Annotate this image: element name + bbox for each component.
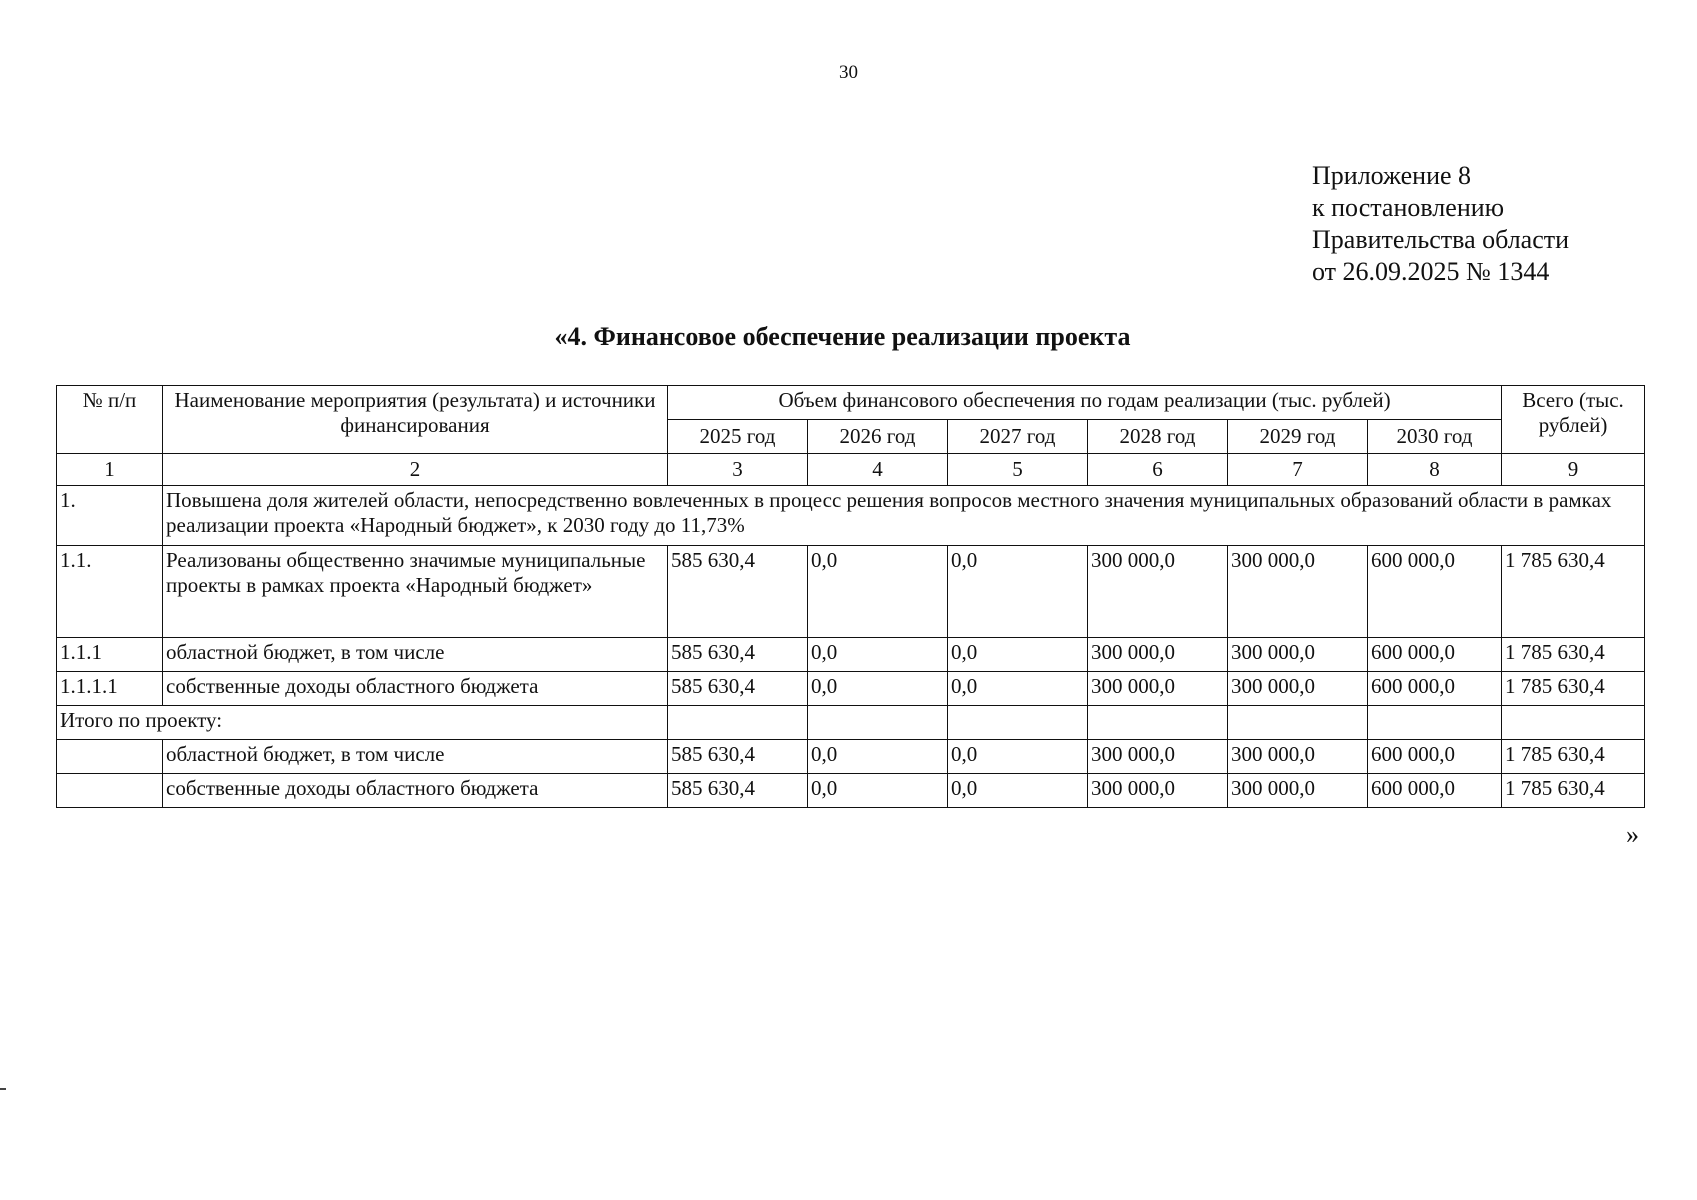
value-cell: 1 785 630,4 (1502, 774, 1645, 808)
value-cell: 0,0 (948, 740, 1088, 774)
value-cell: 0,0 (948, 672, 1088, 706)
value-cell: 300 000,0 (1228, 672, 1368, 706)
document-title: «4. Финансовое обеспечение реализации проекта (554, 322, 1131, 351)
value-cell: 600 000,0 (1368, 774, 1502, 808)
column-number: 6 (1088, 454, 1228, 486)
value-cell: 300 000,0 (1088, 546, 1228, 638)
column-number: 2 (163, 454, 668, 486)
value-cell: 0,0 (808, 672, 948, 706)
row-name: областной бюджет, в том числе (163, 740, 668, 774)
value-cell: 0,0 (808, 774, 948, 808)
column-number: 9 (1502, 454, 1645, 486)
column-number: 7 (1228, 454, 1368, 486)
row-num: 1.1.1 (57, 638, 163, 672)
table-row (57, 672, 1645, 706)
appendix-line: Правительства области (1312, 225, 1570, 254)
value-cell: 600 000,0 (1368, 672, 1502, 706)
row-name: собственные доходы областного бюджета (163, 672, 668, 706)
value-cell: 300 000,0 (1088, 672, 1228, 706)
value-cell: 585 630,4 (668, 546, 808, 638)
value-cell: 0,0 (948, 638, 1088, 672)
closing-quote: » (1626, 820, 1639, 849)
empty-cell (1228, 706, 1368, 740)
value-cell: 300 000,0 (1228, 638, 1368, 672)
header-year: 2026 год (808, 420, 948, 454)
header-total: Всего (тыс. рублей) (1502, 386, 1645, 454)
section-text: Повышена доля жителей области, непосредственно вовлеченных в процесс решения вопросов местного значения муниципальных образований области в рамках реализации проекта «Народный бюджет», к 2030 году до 11,73% (163, 486, 1645, 546)
empty-cell (57, 774, 163, 808)
column-number: 4 (808, 454, 948, 486)
column-numbers-row (57, 454, 1645, 486)
header-year: 2025 год (668, 420, 808, 454)
header-num: № п/п (57, 386, 163, 454)
table-row (57, 638, 1645, 672)
row-num: 1.1.1.1 (57, 672, 163, 706)
header-year: 2028 год (1088, 420, 1228, 454)
row-num: 1.1. (57, 546, 163, 638)
header-name: Наименование мероприятия (результата) и источники финансирования (163, 386, 668, 454)
page-number: 30 (839, 62, 858, 83)
header-volume: Объем финансового обеспечения по годам реализации (тыс. рублей) (668, 386, 1502, 420)
empty-cell (57, 740, 163, 774)
value-cell: 300 000,0 (1228, 740, 1368, 774)
column-number: 5 (948, 454, 1088, 486)
empty-cell (1502, 706, 1645, 740)
row-name: областной бюджет, в том числе (163, 638, 668, 672)
empty-cell (808, 706, 948, 740)
empty-cell (1368, 706, 1502, 740)
total-label-row (57, 706, 1645, 740)
table-row (57, 774, 1645, 808)
table-body (57, 386, 1645, 808)
margin-mark (0, 1088, 6, 1090)
value-cell: 600 000,0 (1368, 546, 1502, 638)
column-number: 8 (1368, 454, 1502, 486)
section-num: 1. (57, 486, 163, 546)
empty-cell (1088, 706, 1228, 740)
row-name: собственные доходы областного бюджета (163, 774, 668, 808)
value-cell: 1 785 630,4 (1502, 672, 1645, 706)
column-number: 1 (57, 454, 163, 486)
value-cell: 1 785 630,4 (1502, 546, 1645, 638)
financing-table (56, 385, 1645, 808)
value-cell: 1 785 630,4 (1502, 740, 1645, 774)
row-name: Реализованы общественно значимые муниципальные проекты в рамках проекта «Народный бюджет» (163, 546, 668, 638)
value-cell: 300 000,0 (1228, 774, 1368, 808)
header-year: 2029 год (1228, 420, 1368, 454)
value-cell: 600 000,0 (1368, 638, 1502, 672)
value-cell: 585 630,4 (668, 638, 808, 672)
table-row (57, 546, 1645, 638)
value-cell: 1 785 630,4 (1502, 638, 1645, 672)
value-cell: 0,0 (808, 740, 948, 774)
column-number: 3 (668, 454, 808, 486)
value-cell: 300 000,0 (1228, 546, 1368, 638)
value-cell: 0,0 (808, 638, 948, 672)
appendix-line: от 26.09.2025 № 1344 (1312, 257, 1550, 286)
header-year: 2027 год (948, 420, 1088, 454)
value-cell: 600 000,0 (1368, 740, 1502, 774)
empty-cell (668, 706, 808, 740)
header-year: 2030 год (1368, 420, 1502, 454)
value-cell: 300 000,0 (1088, 740, 1228, 774)
value-cell: 0,0 (948, 774, 1088, 808)
appendix-line: к постановлению (1312, 193, 1505, 222)
appendix-block (1312, 160, 1569, 288)
header-row (57, 386, 1645, 420)
table-row (57, 740, 1645, 774)
value-cell: 0,0 (948, 546, 1088, 638)
value-cell: 585 630,4 (668, 774, 808, 808)
value-cell: 300 000,0 (1088, 638, 1228, 672)
value-cell: 585 630,4 (668, 740, 808, 774)
section-row (57, 486, 1645, 546)
value-cell: 585 630,4 (668, 672, 808, 706)
empty-cell (948, 706, 1088, 740)
value-cell: 300 000,0 (1088, 774, 1228, 808)
appendix-line: Приложение 8 (1312, 161, 1472, 190)
total-label: Итого по проекту: (57, 706, 668, 740)
value-cell: 0,0 (808, 546, 948, 638)
